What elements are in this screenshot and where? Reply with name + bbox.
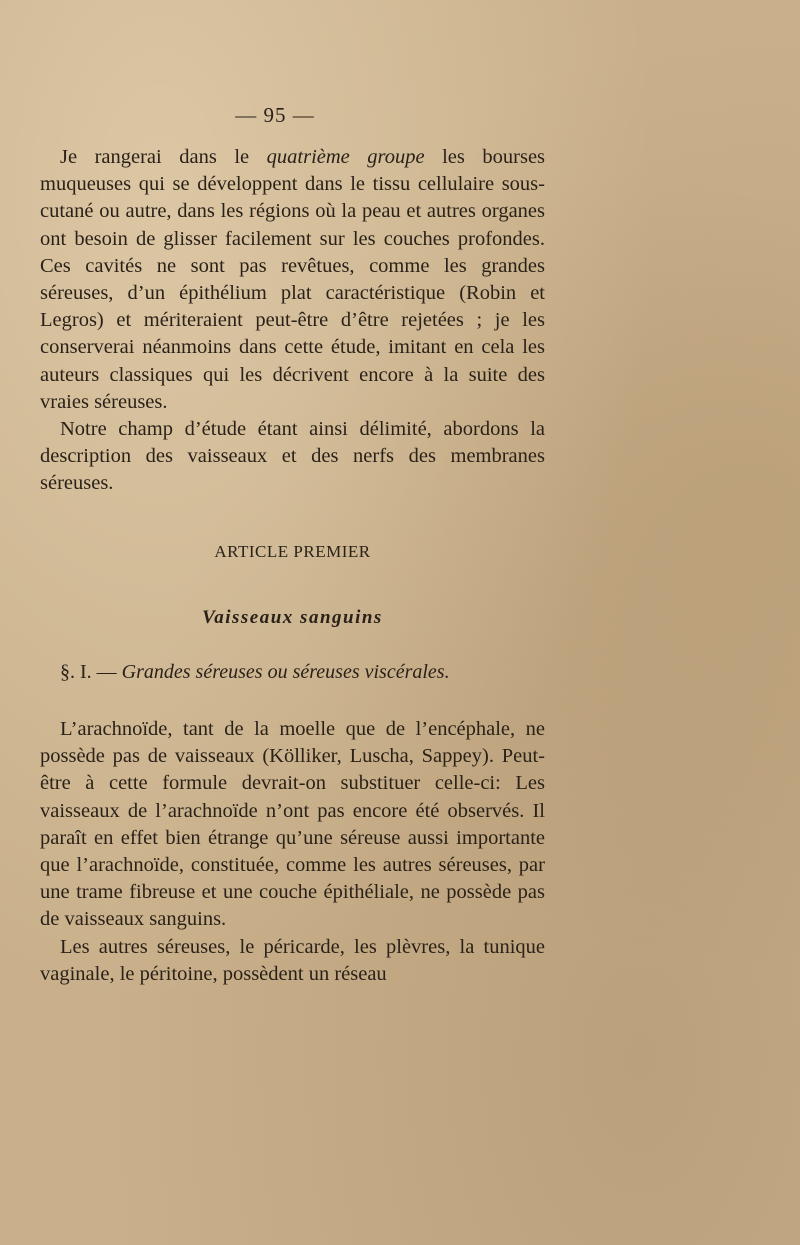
text-block-intro [40, 144, 545, 498]
section-subtitle: Vaisseaux sanguins [202, 607, 383, 628]
page-number: — 95 — [235, 103, 315, 127]
paragraph-arachnoid: L’arachnoïde, tant de la moelle que de l’encéphale, ne possède pas de vaisseaux (Kölliker, Luscha, Sappey). Peut-être à cette formule devrait-on substituer celle-ci: Les vaisseaux de l’arachnoïde n’ont pas encore été observés. Il paraît en effet bien étrange qu’une séreuse aussi importante que l’arachnoïde, constituée, comme les autres séreuses, par une trame fibreuse et une couche épithéliale, ne possède pas de vaisseaux sanguins. [40, 718, 545, 931]
paragraph-fourth-group [40, 144, 545, 416]
paragraph-field-of-study: Notre champ d’étude étant ainsi délimité, abordons la description des vaisseaux et des nerfs des membranes séreuses. [40, 418, 545, 495]
paragraph-fourth-group-start: Je rangerai dans le [60, 146, 267, 168]
paragraph-fourth-group-rest: les bourses muqueuses qui se développent dans le tissu cellulaire sous-cutané ou autre, dans les régions où la peau et autres organes ont besoin de glisser facilement sur les couches profondes. Ces cavités ne sont pas revêtues, comme les grandes séreuses, d’un épithélium plat caractéristique (Robin et Legros) et mériteraient peut-être d’être rejetées ; je les conserverai néanmoins dans cette étude, imitant en cela les auteurs classiques qui les décrivent encore à la suite des vraies séreuses. [40, 146, 546, 413]
paragraph-heading [60, 661, 545, 684]
article-heading: ARTICLE PREMIER [214, 542, 371, 561]
paragraph-heading-title: Grandes séreuses ou séreuses viscérales. [121, 661, 450, 683]
paragraph-heading-number: §. I. — [60, 661, 122, 683]
text-block-arachnoid [40, 716, 545, 988]
paragraph-other-serous: Les autres séreuses, le péricarde, les plèvres, la tunique vaginale, le péritoine, possèdent un réseau [40, 935, 545, 985]
emphasis-fourth-group: quatrième groupe [266, 146, 425, 168]
